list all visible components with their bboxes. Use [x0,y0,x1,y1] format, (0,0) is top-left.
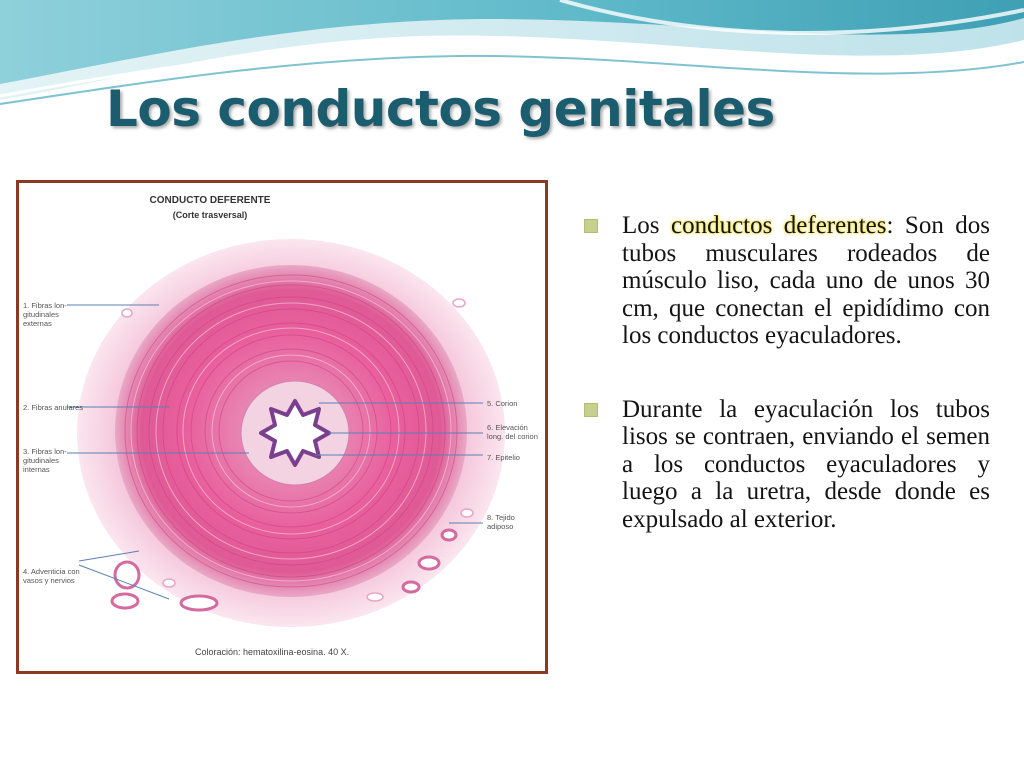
bullet-body-text: : Son dos tubos musculares rodeados de músculo liso, cada uno de unos 30 cm, que conectan el epidídimo con los conductos eyaculadores. [622,212,991,349]
figure-label-fibras-longitudinales-externas: 1. Fibras lon- gitudinales externas [23,301,67,328]
tissue-cross-section-illustration [19,183,545,671]
bullet-list [584,212,990,579]
figure-title: CONDUCTO DEFERENTE [149,195,271,206]
square-bullet-icon [584,403,598,417]
square-bullet-icon [584,219,598,233]
bullet-text: Durante la eyaculación los tubos lisos se contraen, enviando el semen a los conductos eyaculadores y luego a la uretra, desde donde es expulsado al exterior. [622,395,990,533]
figure-label-fibras-anulares: 2. Fibras anulares [23,403,84,412]
figure-label-elevacion-corion: 6. Elevación long. del corion [487,423,538,441]
slide-title: Los conductos genitales [106,80,775,138]
figure-subtitle: (Corte trasversal) [172,210,248,220]
figure-label-epitelio: 7. Epitelio [487,453,520,462]
bullet-item-conductos-deferentes [584,212,990,350]
highlighted-term: conductos deferentes [670,212,887,239]
figure-label-adventicia: 4. Adventicia con vasos y nervios [23,567,80,585]
figure-caption: Coloración: hematoxilina-eosina. 40 X. [195,647,350,657]
histology-figure [16,180,548,674]
figure-label-tejido-adiposo: 8. Tejido adiposo [487,513,515,531]
figure-label-fibras-longitudinales-internas: 3. Fibras lon- gitudinales internas [23,447,67,474]
bullet-item-eyaculacion [584,396,990,534]
bullet-text [622,212,990,350]
bullet-lead-text: Los [622,212,671,239]
figure-label-corion: 5. Corion [487,399,518,408]
